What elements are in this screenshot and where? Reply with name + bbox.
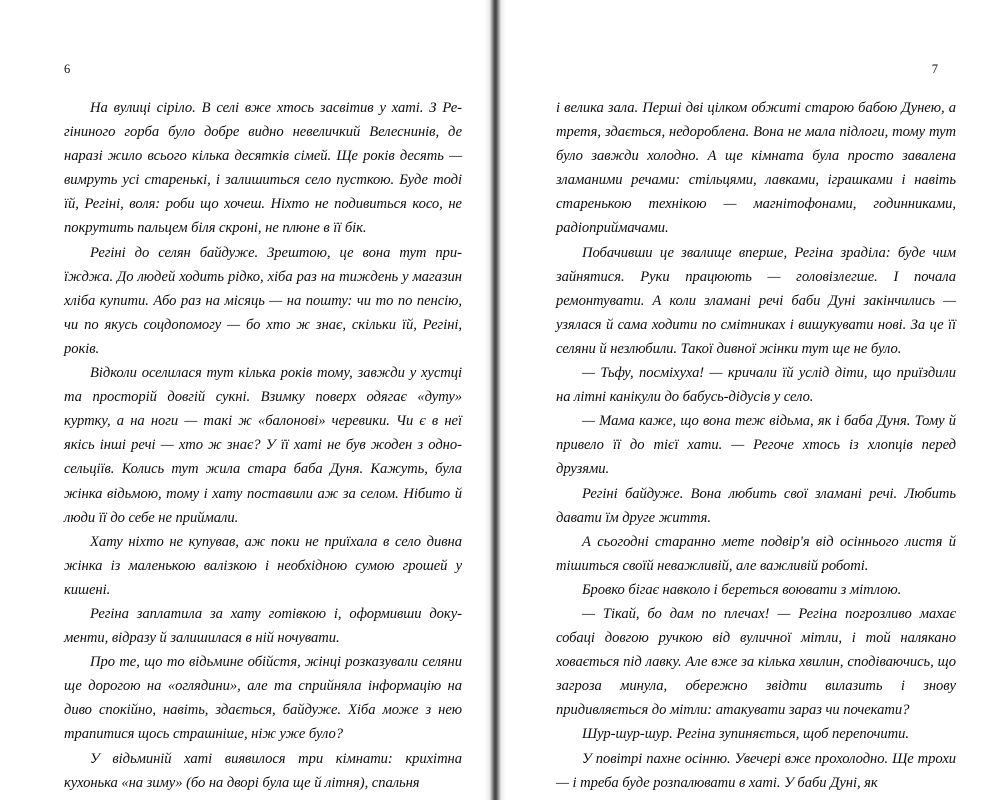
book-gutter — [484, 0, 506, 800]
left-page — [0, 0, 492, 800]
paragraph: Регіні до селян байдуже. Зрештою, це вона тут приїжджа. До людей ходить рідко, хіба раз на тиждень у магазин хліба купити. Або раз на місяць — на пошту: чи то по пенсію, чи по якусь соцдопомогу — бо хто ж знає, скільки їй, Регіні, років. — [64, 244, 462, 357]
paragraph: Хату ніхто не купував, аж поки не приїхала в село дивна жінка із маленькою валізкою і необхідною сумою грошей у кишені. — [64, 533, 462, 598]
paragraph: — Тьфу, посміхуха! — кричали їй услід діти, що приїздили на літні канікули до бабусь-дідусів у село. — [556, 365, 956, 406]
paragraph: і велика зала. Перші дві цілком обжиті старою бабою Дунею, а третя, здається, недороблена. Вона не мала підлоги, тому тут було завжди холодно. А ще кімната була просто завалена зламаними речами: стільцями, лавками, іграшками і навіть старенькою технікою — магнітофонами, годинниками, радіоприймачами. — [556, 100, 956, 237]
paragraph: Побачивши це звалище вперше, Регіна зраділа: буде чим зайнятися. Руки працюють — головізлегше. І почала ремонтувати. А коли зламані речі баби Дуні закінчились — узялася й сама ходити по смітниках і вишукувати нові. За це її селяни й незлюбили. Такої дивної жінки тут ще не було. — [556, 244, 956, 357]
paragraph: Про те, що то відьмине обійстя, жінці розказували селяни ще дорогою на «оглядини», але та сприйняла інформацію на диво спокійно, навіть, здається, байдуже. Хіба може з нею трапитися щось страшніше, ніж уже було? — [64, 654, 462, 743]
page-number-right: 7 — [931, 62, 938, 76]
page-number-left: 6 — [64, 62, 71, 76]
right-page — [506, 0, 1002, 800]
paragraph: Бровко бігає навколо і береться воювати з мітлою. — [582, 581, 902, 598]
paragraph: Шур-шур-шур. Регіна зупиняється, щоб перепочити. — [582, 726, 909, 743]
paragraph: У відьминій хаті виявилося три кімнати: крихітна кухонька «на зиму» (бо на дворі була ще й літня), спальня — [64, 750, 462, 791]
paragraph: У повітрі пахне осінню. Увечері вже прохолодно. Ще трохи — і треба буде розпалювати в хаті. У баби Дуні, як — [556, 750, 956, 791]
right-page-text-column — [556, 96, 956, 795]
paragraph: Регіні байдуже. Вона любить свої зламані речі. Любить давати їм друге життя. — [556, 485, 956, 526]
paragraph: — Мама каже, що вона теж відьма, як і баба Дуня. Тому й привело її до тієї хати. — Регоче хтось із хлопців перед друзями. — [556, 413, 956, 478]
paragraph: А сьогодні старанно мете подвір'я від осіннього листя й тішиться своїй неважливій, але важливій роботі. — [556, 533, 956, 574]
paragraph: — Тікай, бо дам по плечах! — Регіна погрозливо махає собаці довгою ручкою від вуличної мітли, і той налякано ховається під лавку. Але вже за кілька хвилин, сподіваючись, що загроза минула, обережно звідти вилазить і знову придивляється до мітли: атакувати зараз чи почекати? — [556, 605, 956, 719]
paragraph: Відколи оселилася тут кілька років тому, завжди у хустці та просторій довгій сукні. Взимку поверх одягає «дуту» куртку, а на ноги — такі ж «балонові» черевики. Чи є в неї якісь інші речі — хто ж знає? У її хаті не був жоден з односельціїв. Колись тут жила стара баба Дуня. Кажуть, була жінка відьмою, тому і хату поставили аж за селом. Нібито й люди її до себе не приймали. — [64, 365, 462, 526]
paragraph: На вулиці сіріло. В селі вже хтось засвітив у хаті. З Регіниного горба було добре видно невеличкий Велеснинів, де наразі жило всього кілька десятків сімей. Ще років десять — вимруть усі старенькі, і залишиться село пусткою. Буде тоді їй, Регіні, воля: роби що хочеш. Ніхто не подивиться косо, не покрутить пальцем біля скроні, не плюне в її бік. — [64, 100, 462, 237]
paragraph: Регіна заплатила за хату готівкою і, оформивши документи, відразу й залишилася в ній ночувати. — [64, 605, 462, 647]
left-page-text-column — [64, 96, 462, 795]
